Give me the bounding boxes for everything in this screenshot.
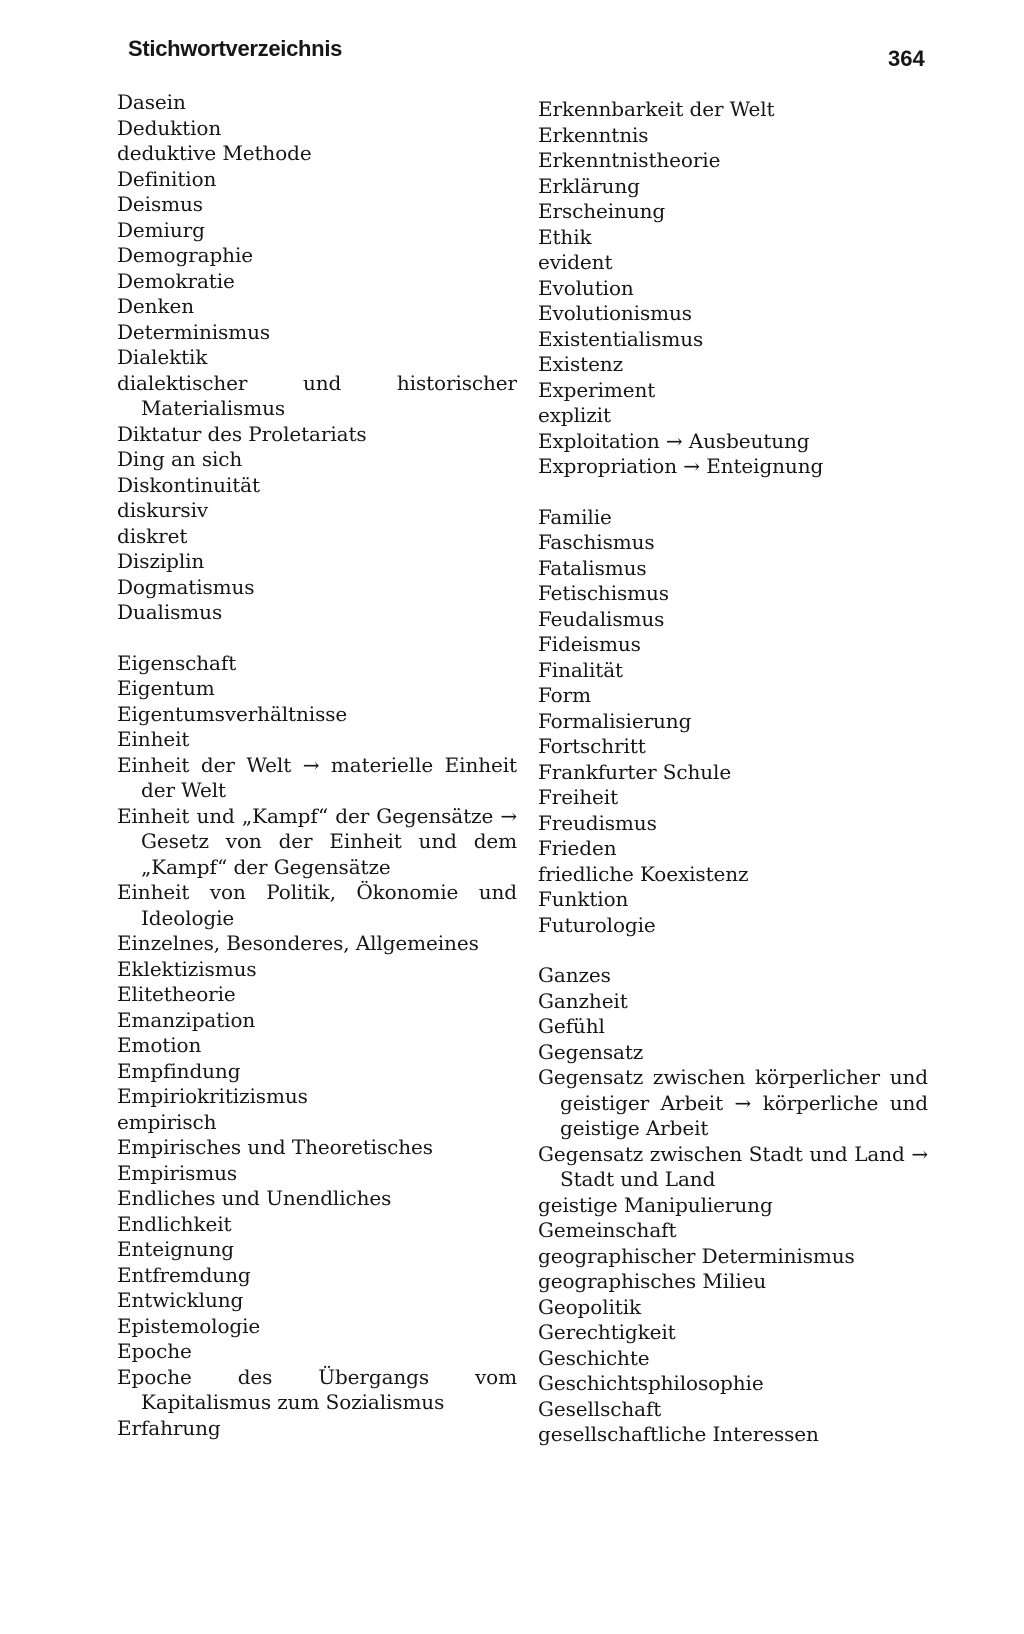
index-entry: Deismus <box>117 192 203 216</box>
index-entry: Endlichkeit <box>117 1211 232 1236</box>
index-entry: Frankfurter Schule <box>538 759 732 784</box>
index-entry: Elitetheorie <box>117 982 236 1006</box>
index-entry: Einheit <box>117 727 190 751</box>
index-entry: Gemeinschaft <box>538 1218 677 1242</box>
index-entry: Evolutionismus <box>538 301 692 325</box>
index-entry: Deduktion <box>117 115 222 140</box>
index-entry: diskret <box>117 523 188 548</box>
index-entry: Experiment <box>538 377 656 402</box>
index-entry: Emanzipation <box>117 1007 256 1032</box>
index-entry: Fortschritt <box>538 734 646 758</box>
index-entry: Dualismus <box>117 600 223 624</box>
index-group-g <box>538 963 928 1448</box>
index-entry: Eklektizismus <box>117 956 257 981</box>
index-entry: dialektischer und historischer Materialismus <box>117 370 517 420</box>
index-entry: Diktatur des Proletariats <box>117 421 367 446</box>
index-entry: Existentialismus <box>538 326 704 351</box>
index-entry: Form <box>538 683 591 707</box>
index-entry: Expropriation → Enteignung <box>538 454 824 478</box>
index-entry: Eigenschaft <box>117 650 237 675</box>
index-entry: Enteignung <box>117 1237 234 1261</box>
index-entry: evident <box>538 250 613 274</box>
index-entry: Eigentum <box>117 676 215 700</box>
index-entry: Erkennbarkeit der Welt <box>538 97 775 121</box>
index-entry: Entwicklung <box>117 1288 244 1312</box>
index-entry: Ding an sich <box>117 447 243 471</box>
index-entry: Familie <box>538 504 612 529</box>
index-entry: Entfremdung <box>117 1262 251 1287</box>
index-entry: Feudalismus <box>538 606 665 631</box>
index-entry: Demiurg <box>117 217 205 242</box>
index-entry: Finalität <box>538 657 623 682</box>
left-column <box>117 90 517 1441</box>
index-group-d <box>117 90 517 626</box>
index-entry: Formalisierung <box>538 708 692 733</box>
group-gap <box>538 480 928 505</box>
index-entry: Fetischismus <box>538 581 669 605</box>
index-entry: geographisches Milieu <box>538 1269 767 1293</box>
index-entry: Geopolitik <box>538 1294 642 1319</box>
index-group-f <box>538 505 928 939</box>
index-entry: Disziplin <box>117 549 205 573</box>
index-entry: Erfahrung <box>117 1415 221 1440</box>
index-entry: Dialektik <box>117 345 208 369</box>
index-entry: Epoche <box>117 1339 192 1363</box>
index-entry: Definition <box>117 166 217 191</box>
index-entry: Evolution <box>538 275 634 300</box>
index-entry: Gegensatz zwischen Stadt und Land → Stadt und Land <box>538 1141 928 1191</box>
index-entry: Faschismus <box>538 530 655 554</box>
index-entry: Dasein <box>117 90 186 114</box>
group-gap <box>117 626 517 651</box>
index-entry: Erkenntnis <box>538 122 649 147</box>
index-group-e <box>117 651 517 1442</box>
index-entry: explizit <box>538 403 611 427</box>
index-entry: Ethik <box>538 224 592 249</box>
index-entry: diskursiv <box>117 498 209 522</box>
running-head: Stichwortverzeichnis <box>128 36 343 61</box>
page-number: 364 <box>888 46 925 71</box>
index-entry: Empirisches und Theoretisches <box>117 1135 433 1159</box>
index-entry: Einheit der Welt → materielle Einheit der Welt <box>117 752 517 802</box>
index-entry: Empirismus <box>117 1160 238 1185</box>
index-entry: Ganzes <box>538 963 611 987</box>
index-entry: Denken <box>117 294 194 318</box>
index-entry: Gerechtigkeit <box>538 1320 676 1344</box>
index-entry: Eigentumsverhältnisse <box>117 701 348 726</box>
index-entry: Fideismus <box>538 632 641 656</box>
index-entry: friedliche Koexistenz <box>538 861 749 886</box>
index-entry: Epoche des Übergangs vom Kapitalismus zum Sozialismus <box>117 1364 517 1414</box>
index-entry: Erklärung <box>538 173 640 198</box>
index-entry: Erkenntnistheorie <box>538 148 721 172</box>
index-entry: Determinismus <box>117 319 271 344</box>
index-entry: Epistemologie <box>117 1313 261 1338</box>
index-entry: Gegensatz zwischen körperlicher und geistiger Arbeit → körperliche und geistige Arbeit <box>538 1065 928 1140</box>
right-column <box>538 97 928 1448</box>
index-entry: Existenz <box>538 352 624 376</box>
index-entry: Freudismus <box>538 810 657 835</box>
index-entry: Endliches und Unendliches <box>117 1186 392 1210</box>
index-entry: Emotion <box>117 1033 202 1057</box>
index-entry: Einzelnes, Besonderes, Allgemeines <box>117 931 479 955</box>
index-entry: deduktive Methode <box>117 141 312 165</box>
index-entry: Funktion <box>538 887 629 911</box>
index-entry: Diskontinuität <box>117 472 260 497</box>
index-entry: Gegensatz <box>538 1039 644 1064</box>
index-entry: Einheit und „Kampf“ der Gegensätze → Gesetz von der Einheit und dem „Kampf“ der Gegensätze <box>117 803 517 879</box>
index-entry: Dogmatismus <box>117 574 255 599</box>
index-entry: gesellschaftliche Interessen <box>538 1422 819 1446</box>
index-entry: Geschichte <box>538 1345 650 1370</box>
group-gap <box>538 938 928 963</box>
index-entry: Ganzheit <box>538 988 628 1013</box>
index-entry: Gefühl <box>538 1014 605 1038</box>
index-entry: empirisch <box>117 1109 217 1134</box>
index-entry: Exploitation → Ausbeutung <box>538 428 810 453</box>
index-entry: Geschichtsphilosophie <box>538 1371 764 1395</box>
index-entry: Einheit von Politik, Ökonomie und Ideologie <box>117 880 517 930</box>
index-entry: geistige Manipulierung <box>538 1192 773 1217</box>
index-entry: Gesellschaft <box>538 1396 662 1421</box>
index-entry: geographischer Determinismus <box>538 1243 855 1268</box>
index-entry: Futurologie <box>538 912 656 937</box>
index-entry: Demokratie <box>117 268 235 293</box>
index-entry: Demographie <box>117 243 253 267</box>
index-entry: Empiriokritizismus <box>117 1084 308 1108</box>
index-entry: Freiheit <box>538 785 619 809</box>
index-entry: Fatalismus <box>538 555 647 580</box>
index-entry: Erscheinung <box>538 199 666 223</box>
index-entry: Empfindung <box>117 1058 241 1083</box>
index-entry: Frieden <box>538 836 617 860</box>
index-group-e-continued <box>538 97 928 480</box>
